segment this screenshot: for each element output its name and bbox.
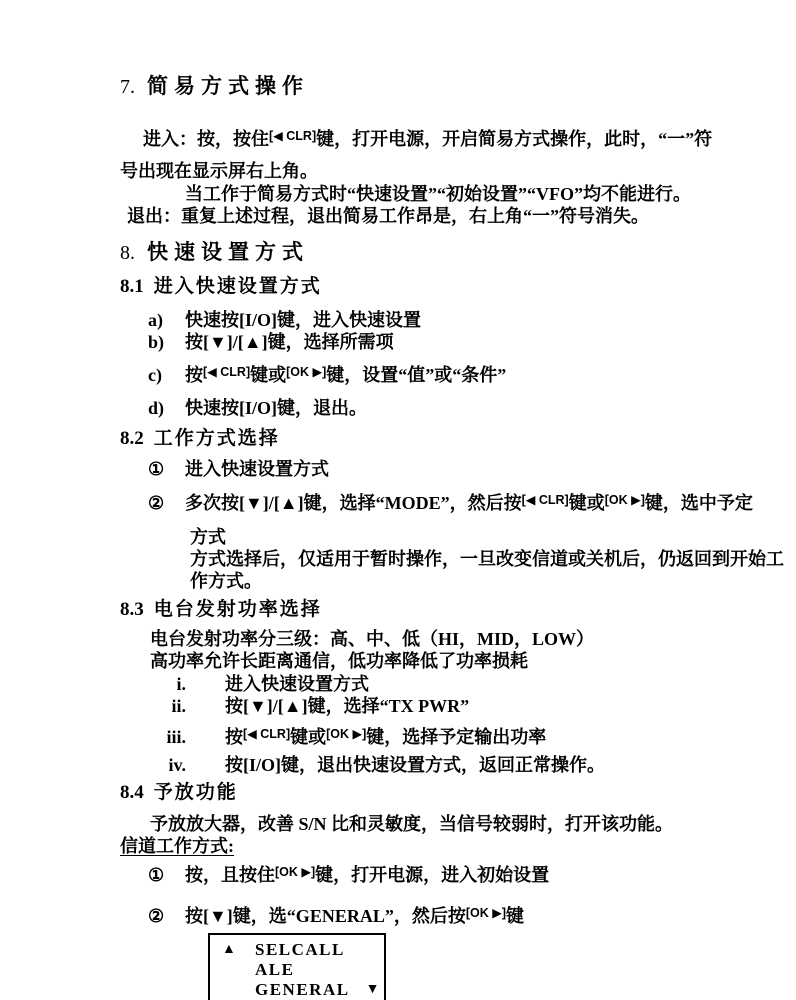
text-run: 键或 <box>250 365 287 385</box>
heading-7 <box>120 72 796 101</box>
heading-title: 工作方式选择 <box>153 428 280 449</box>
text-run: 按 <box>225 727 243 747</box>
text-run: 键或 <box>290 727 327 747</box>
text-run: 快速按 <box>185 398 239 418</box>
down-up-keys-label: [▼]/[▲] <box>203 332 268 352</box>
heading-number: 8.3 <box>120 599 144 620</box>
item-2-2 <box>120 489 796 514</box>
ok-key-label: [OK ▶] <box>326 727 367 741</box>
text-run: 作方式。 <box>190 571 262 591</box>
item-marker: ① <box>148 865 165 885</box>
menu-box <box>208 933 386 1000</box>
text-run: 方式 <box>190 527 226 547</box>
menu-row <box>222 940 384 960</box>
heading-8-4 <box>120 781 796 805</box>
heading-title: 电台发射功率选择 <box>153 599 322 620</box>
text-run: 进入快速设置方式 <box>225 674 369 694</box>
ok-key-label: [OK ▶] <box>275 865 316 879</box>
text-run: 按 <box>225 755 243 775</box>
clr-key-label: [◀ CLR] <box>269 129 317 143</box>
text-run: 信道工作方式: <box>120 836 234 856</box>
heading-number: 8.2 <box>120 428 144 449</box>
text-run: 键，设置“值”或“条件” <box>326 365 507 385</box>
item-2-1 <box>120 458 796 480</box>
item-marker: d) <box>148 398 165 418</box>
heading-8 <box>120 238 796 267</box>
line-text <box>185 184 691 204</box>
text-run: 高功率允许长距离通信，低功率降低了功率损耗 <box>150 651 528 671</box>
clr-key-label: [◀ CLR] <box>521 493 569 507</box>
item-marker: b) <box>148 332 165 352</box>
item-a <box>120 309 796 331</box>
text-run: 键，退出快速设置方式，返回正常操作。 <box>281 755 605 775</box>
s82-cont-1 <box>190 526 796 548</box>
heading-number: 8. <box>120 242 135 264</box>
menu-option-label: SELCALL <box>255 940 345 959</box>
menu-option-label: ALE <box>255 960 295 979</box>
s7-line-3 <box>185 183 796 205</box>
down-arrow-icon: ▼ <box>365 982 380 997</box>
s7-line-1 <box>143 125 796 150</box>
item-3-1 <box>120 861 796 886</box>
text-run: 键，退出。 <box>277 398 367 418</box>
text-run: 键 <box>506 906 524 926</box>
line-text <box>120 836 234 856</box>
item-i <box>120 673 796 695</box>
ok-key-label: [OK ▶] <box>465 906 506 920</box>
menu-row <box>222 980 384 1000</box>
item-marker: ② <box>148 906 165 926</box>
menu-row <box>222 960 384 980</box>
ok-key-label: [OK ▶] <box>604 493 645 507</box>
text-run: 多次按 <box>185 493 239 513</box>
text-run: 退出：重复上述过程，退出简易工作昂是，右上角“一”符号消失。 <box>127 206 649 226</box>
s84-line-1 <box>150 813 796 835</box>
line-text <box>190 527 226 547</box>
item-3-2 <box>120 902 796 927</box>
text-run: 键，选择“TX PWR” <box>307 696 470 716</box>
text-run: 键，打开电源，进入初始设置 <box>315 865 550 885</box>
text-run: 予放放大器，改善 S/N 比和灵敏度，当信号较弱时，打开该功能。 <box>150 814 674 834</box>
line-text <box>225 727 546 747</box>
menu-option-label: GENERAL <box>255 980 350 999</box>
heading-number: 8.1 <box>120 276 144 297</box>
heading-title: 进入快速设置方式 <box>153 276 322 297</box>
line-text <box>185 459 329 479</box>
text-run: 进入：按，按住 <box>143 129 269 149</box>
heading-title: 简易方式操作 <box>147 74 309 98</box>
item-ii <box>120 695 796 717</box>
line-text <box>225 696 469 716</box>
line-text <box>185 398 367 418</box>
text-run: 按 <box>185 365 203 385</box>
heading-number: 8.4 <box>120 782 144 803</box>
text-run: 键，选中予定 <box>644 493 753 513</box>
line-text <box>225 755 605 775</box>
line-text <box>225 674 369 694</box>
item-marker: ii. <box>171 696 186 716</box>
text-run: 号出现在显示屏右上角。 <box>120 161 318 181</box>
text-run: 键或 <box>568 493 605 513</box>
text-run: 键，选“GENERAL”，然后按 <box>232 906 466 926</box>
heading-8-1 <box>120 275 796 299</box>
io-key-label: [I/O] <box>239 398 277 418</box>
text-run: 当工作于简易方式时“快速设置”“初始设置”“VFO”均不能进行。 <box>185 184 691 204</box>
s84-line-2 <box>120 835 796 857</box>
item-b <box>120 331 796 353</box>
line-text <box>143 129 712 149</box>
item-d <box>120 397 796 419</box>
down-up-keys-label: [▼]/[▲] <box>239 493 304 513</box>
item-c <box>120 361 796 386</box>
text-run: 键，选择所需项 <box>267 332 394 352</box>
line-text <box>127 206 649 226</box>
item-iii <box>120 723 796 748</box>
heading-number: 7. <box>120 76 135 98</box>
s82-cont-3 <box>190 570 796 592</box>
io-key-label: [I/O] <box>239 310 277 330</box>
down-key-label: [▼] <box>203 906 233 926</box>
io-key-label: [I/O] <box>243 755 281 775</box>
line-text <box>190 549 784 569</box>
line-text <box>120 161 318 181</box>
line-text <box>190 571 262 591</box>
item-iv <box>120 754 796 776</box>
line-text <box>185 906 524 926</box>
text-run: 进入快速设置方式 <box>185 459 329 479</box>
text-run: 快速按 <box>185 310 239 330</box>
line-text <box>185 493 753 513</box>
line-text <box>185 310 421 330</box>
text-run: 方式选择后，仅适用于暂时操作，一旦改变信道或关机后，仍返回到开始工 <box>190 549 784 569</box>
down-up-keys-label: [▼]/[▲] <box>243 696 308 716</box>
item-marker: iv. <box>168 755 186 775</box>
text-run: 按 <box>225 696 243 716</box>
text-run: 按 <box>185 332 203 352</box>
clr-key-label: [◀ CLR] <box>243 727 291 741</box>
item-marker: iii. <box>166 727 186 747</box>
item-marker: i. <box>176 674 186 694</box>
line-text <box>150 651 528 671</box>
text-run: 按 <box>185 906 203 926</box>
text-run: 键，进入快速设置 <box>277 310 421 330</box>
text-run: 电台发射功率分三级：高、中、低（HI，MID，LOW） <box>150 629 595 649</box>
text-run: 键，选择予定输出功率 <box>366 727 547 747</box>
text-run: 键，打开电源，开启简易方式操作，此时，“一”符 <box>316 129 713 149</box>
item-marker: ① <box>148 459 165 479</box>
heading-8-3 <box>120 598 796 622</box>
s7-line-4 <box>127 205 796 227</box>
item-marker: c) <box>148 365 162 385</box>
up-arrow-icon: ▲ <box>222 942 236 957</box>
s82-cont-2 <box>190 548 796 570</box>
text-run: 按，且按住 <box>185 865 275 885</box>
line-text <box>185 365 506 385</box>
heading-title: 快速设置方式 <box>147 240 309 264</box>
s83-line-2 <box>150 650 796 672</box>
s83-line-1 <box>150 628 796 650</box>
line-text <box>150 629 594 649</box>
clr-key-label: [◀ CLR] <box>203 365 251 379</box>
item-marker: ② <box>148 493 165 513</box>
line-text <box>150 814 673 834</box>
heading-8-2 <box>120 427 796 451</box>
text-run: 键，选择“MODE”，然后按 <box>303 493 522 513</box>
s7-line-2 <box>120 160 796 182</box>
ok-key-label: [OK ▶] <box>286 365 327 379</box>
item-marker: a) <box>148 310 163 330</box>
line-text <box>185 865 549 885</box>
heading-title: 予放功能 <box>153 782 238 803</box>
line-text <box>185 332 394 352</box>
